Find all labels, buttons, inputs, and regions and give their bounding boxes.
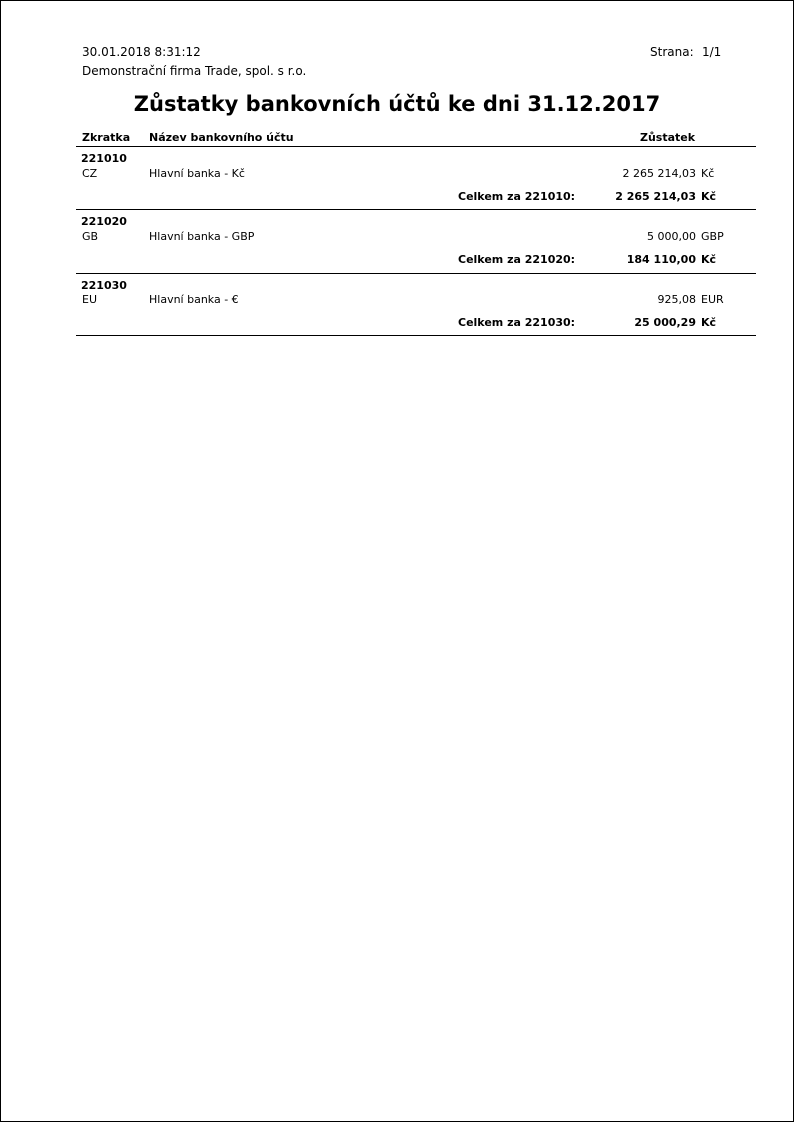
group-divider <box>76 209 756 210</box>
account-balance: 5 000,00 <box>647 230 696 243</box>
account-abbr: EU <box>82 293 98 306</box>
group-divider <box>76 273 756 274</box>
group-total-label: Celkem za 221020: <box>458 253 576 266</box>
header-divider <box>76 146 756 147</box>
account-abbr: CZ <box>82 167 98 180</box>
group-total-label: Celkem za 221010: <box>458 190 576 203</box>
group-total-currency: Kč <box>701 316 717 329</box>
group-divider <box>76 335 756 336</box>
account-name: Hlavní banka - Kč <box>149 167 245 180</box>
group-total-label: Celkem za 221030: <box>458 316 576 329</box>
group-total-currency: Kč <box>701 190 717 203</box>
group-total-currency: Kč <box>701 253 717 266</box>
group-total-value: 184 110,00 <box>626 253 696 266</box>
account-balance: 2 265 214,03 <box>622 167 696 180</box>
account-name: Hlavní banka - € <box>149 293 239 306</box>
group-total-value: 2 265 214,03 <box>615 190 696 203</box>
account-name: Hlavní banka - GBP <box>149 230 255 243</box>
report-datetime: 30.01.2018 8:31:12 <box>82 45 201 59</box>
report-title: Zůstatky bankovních účtů ke dni 31.12.2017 <box>133 92 661 116</box>
page-label: Strana: <box>650 45 694 59</box>
page-number: 1/1 <box>702 45 722 59</box>
account-currency: EUR <box>701 293 724 306</box>
column-header-name: Název bankovního účtu <box>149 131 294 144</box>
group-code: 221010 <box>81 152 127 165</box>
account-currency: GBP <box>701 230 724 243</box>
group-total-value: 25 000,29 <box>634 316 696 329</box>
group-code: 221030 <box>81 279 127 292</box>
account-abbr: GB <box>82 230 99 243</box>
column-header-code: Zkratka <box>82 131 131 144</box>
company-name: Demonstrační firma Trade, spol. s r.o. <box>82 64 307 78</box>
account-currency: Kč <box>701 167 715 180</box>
group-code: 221020 <box>81 215 127 228</box>
account-balance: 925,08 <box>657 293 696 306</box>
column-header-balance: Zůstatek <box>640 131 696 144</box>
